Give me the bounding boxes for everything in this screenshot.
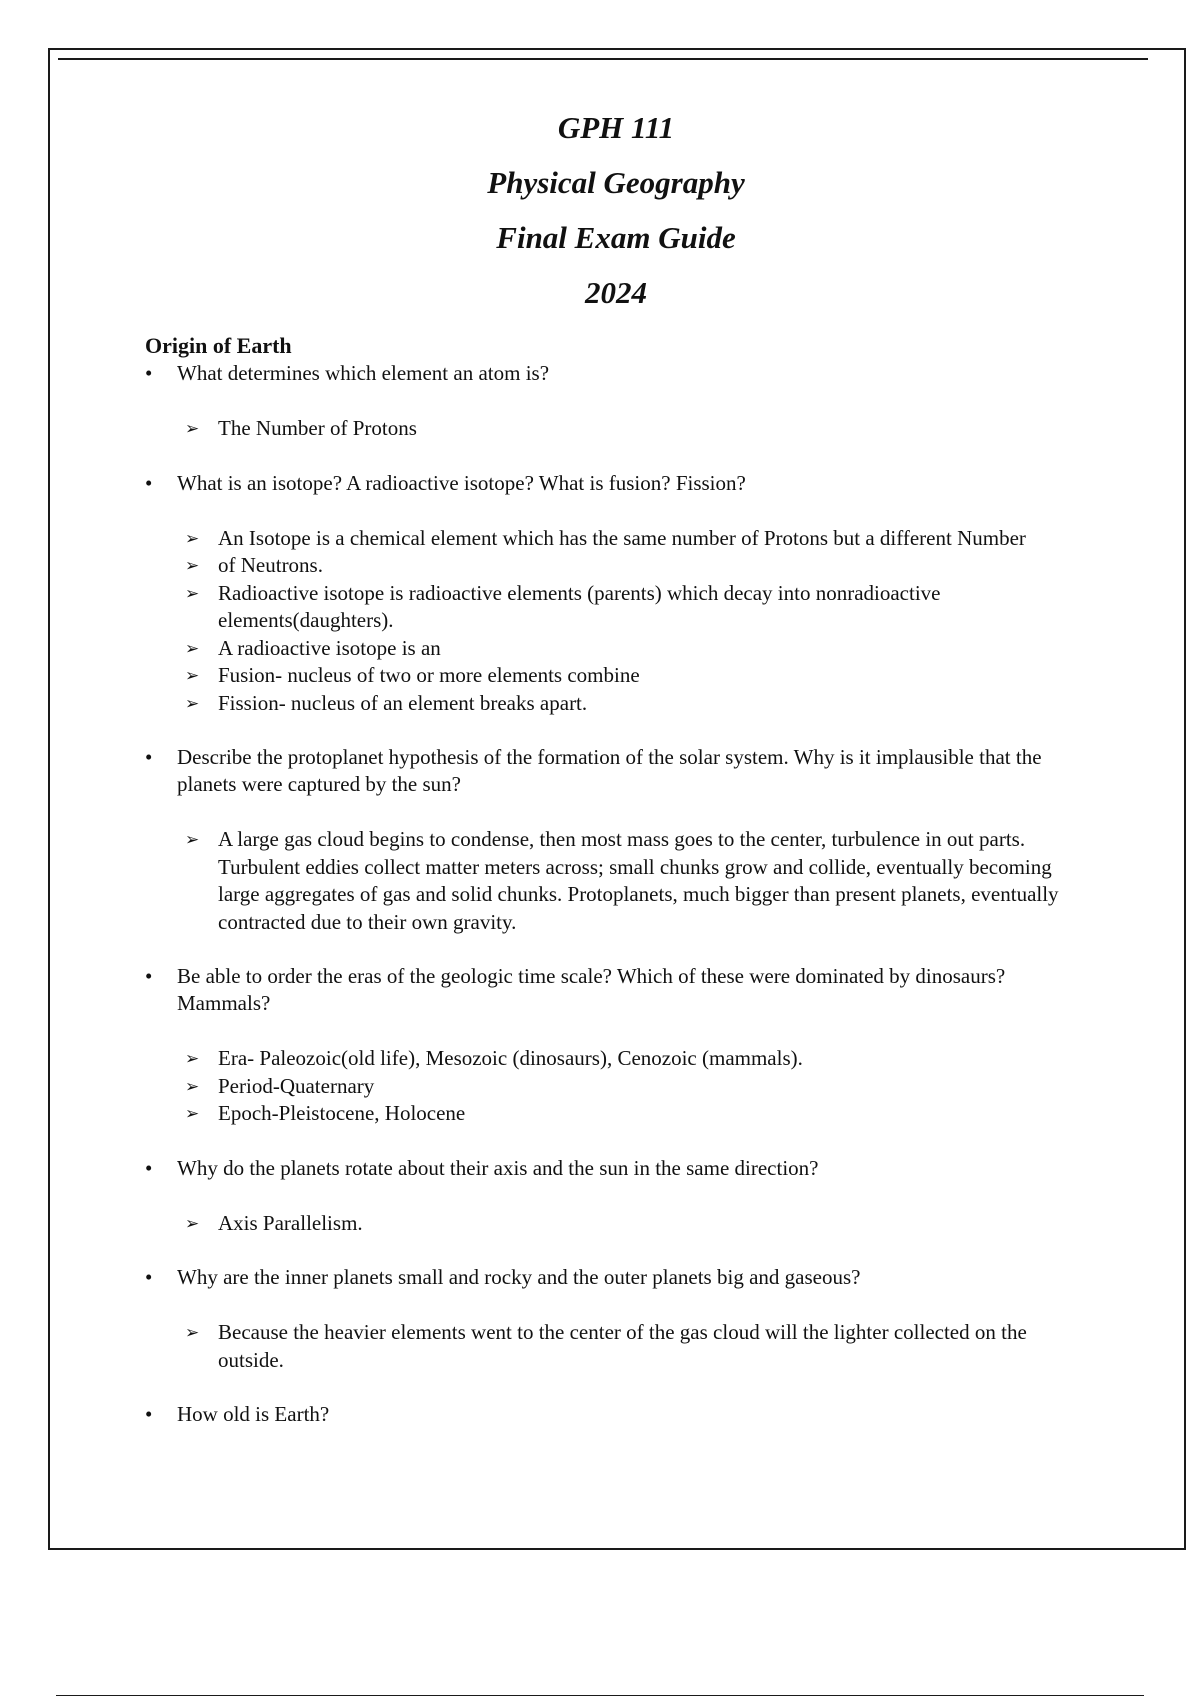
arrow-bullet-icon: ➢ — [185, 583, 200, 603]
question-item — [145, 1264, 1095, 1291]
arrow-bullet-icon: ➢ — [185, 666, 200, 685]
bullet-icon: • — [145, 1155, 153, 1180]
question-text: What is an isotope? A radioactive isotope? What is fusion? Fission? — [177, 470, 746, 495]
answer-text: An Isotope is a chemical element which has the same number of Protons but a different Number — [218, 525, 1026, 550]
answer-list — [145, 1319, 1095, 1374]
answer-text: A radioactive isotope is an — [218, 635, 441, 660]
bullet-icon: • — [145, 361, 153, 385]
answer-list — [145, 1045, 1095, 1128]
answer-item — [185, 1073, 1095, 1101]
answer-text: Era- Paleozoic(old life), Mesozoic (dinosaurs), Cenozoic (mammals). — [218, 1046, 803, 1070]
question-item — [145, 1401, 1095, 1428]
arrow-bullet-icon: ➢ — [185, 1076, 200, 1096]
guide-content — [145, 332, 1095, 1428]
arrow-bullet-icon: ➢ — [185, 1104, 200, 1123]
question-list — [145, 360, 1095, 1428]
question-text: Be able to order the eras of the geologic time scale? Which of these were dominated by dinosaurs? Mammals? — [177, 964, 1006, 1015]
course-name: Physical Geography — [487, 165, 745, 200]
answer-text: Epoch-Pleistocene, Holocene — [218, 1101, 466, 1125]
document-year: 2024 — [585, 275, 647, 310]
answer-item — [185, 662, 1095, 690]
answer-item — [185, 1100, 1095, 1128]
answer-text: Because the heavier elements went to the center of the gas cloud will the lighter collected on the outside. — [218, 1320, 1027, 1372]
bottom-rule-line — [56, 1695, 1144, 1696]
arrow-bullet-icon: ➢ — [185, 419, 200, 438]
answer-text: Period-Quaternary — [218, 1073, 375, 1098]
answer-item — [185, 580, 1095, 635]
answer-text: The Number of Protons — [218, 416, 417, 440]
question-text: Describe the protoplanet hypothesis of the formation of the solar system. Why is it implausible that the planets were captured by the sun? — [177, 745, 1042, 796]
answer-item — [185, 552, 1095, 580]
answer-item — [185, 1210, 1095, 1238]
document-title: Final Exam Guide — [496, 220, 736, 255]
answer-text: Fusion- nucleus of two or more elements combine — [218, 663, 640, 687]
title-block — [0, 100, 1200, 320]
top-rule-line — [58, 58, 1148, 60]
answer-item — [185, 826, 1095, 936]
answer-item — [185, 690, 1095, 718]
answer-item — [185, 1319, 1095, 1374]
answer-item — [185, 525, 1095, 553]
question-item — [145, 744, 1095, 798]
answer-item — [185, 1045, 1095, 1073]
question-text: Why are the inner planets small and rocky and the outer planets big and gaseous? — [177, 1265, 861, 1289]
question-item — [145, 360, 1095, 387]
bullet-icon: • — [145, 1402, 153, 1426]
answer-list — [145, 525, 1095, 718]
answer-text: Radioactive isotope is radioactive elements (parents) which decay into nonradioactive elements(daughters). — [218, 580, 941, 632]
question-item — [145, 1155, 1095, 1182]
answer-list — [145, 415, 1095, 443]
arrow-bullet-icon: ➢ — [185, 638, 200, 658]
arrow-bullet-icon: ➢ — [185, 556, 200, 575]
answer-item — [185, 415, 1095, 443]
course-code: GPH 111 — [557, 110, 675, 145]
bullet-icon: • — [145, 470, 153, 495]
arrow-bullet-icon: ➢ — [185, 1323, 200, 1342]
arrow-bullet-icon: ➢ — [185, 528, 200, 548]
question-text: How old is Earth? — [177, 1402, 330, 1426]
question-item — [145, 470, 1095, 497]
question-text: What determines which element an atom is? — [177, 361, 550, 385]
bullet-icon: • — [145, 745, 153, 769]
arrow-bullet-icon: ➢ — [185, 1049, 200, 1068]
answer-item — [185, 635, 1095, 663]
answer-list — [145, 1210, 1095, 1238]
bullet-icon: • — [145, 1265, 153, 1289]
arrow-bullet-icon: ➢ — [185, 693, 200, 713]
arrow-bullet-icon: ➢ — [185, 830, 200, 849]
answer-text: Fission- nucleus of an element breaks apart. — [218, 690, 588, 715]
answer-text: of Neutrons. — [218, 553, 323, 577]
answer-list — [145, 826, 1095, 936]
section-heading: Origin of Earth — [145, 333, 292, 358]
question-item — [145, 963, 1095, 1017]
answer-text: A large gas cloud begins to condense, then most mass goes to the center, turbulence in out parts. Turbulent eddies collect matter meters across; small chunks grow and collide, eventually becoming large aggregates of gas and solid chunks. Protoplanets, much bigger than present planets, eventually contracted due to their own gravity. — [218, 827, 1059, 934]
arrow-bullet-icon: ➢ — [185, 1213, 200, 1233]
question-text: Why do the planets rotate about their axis and the sun in the same direction? — [177, 1155, 819, 1180]
bullet-icon: • — [145, 964, 153, 988]
answer-text: Axis Parallelism. — [218, 1210, 363, 1235]
